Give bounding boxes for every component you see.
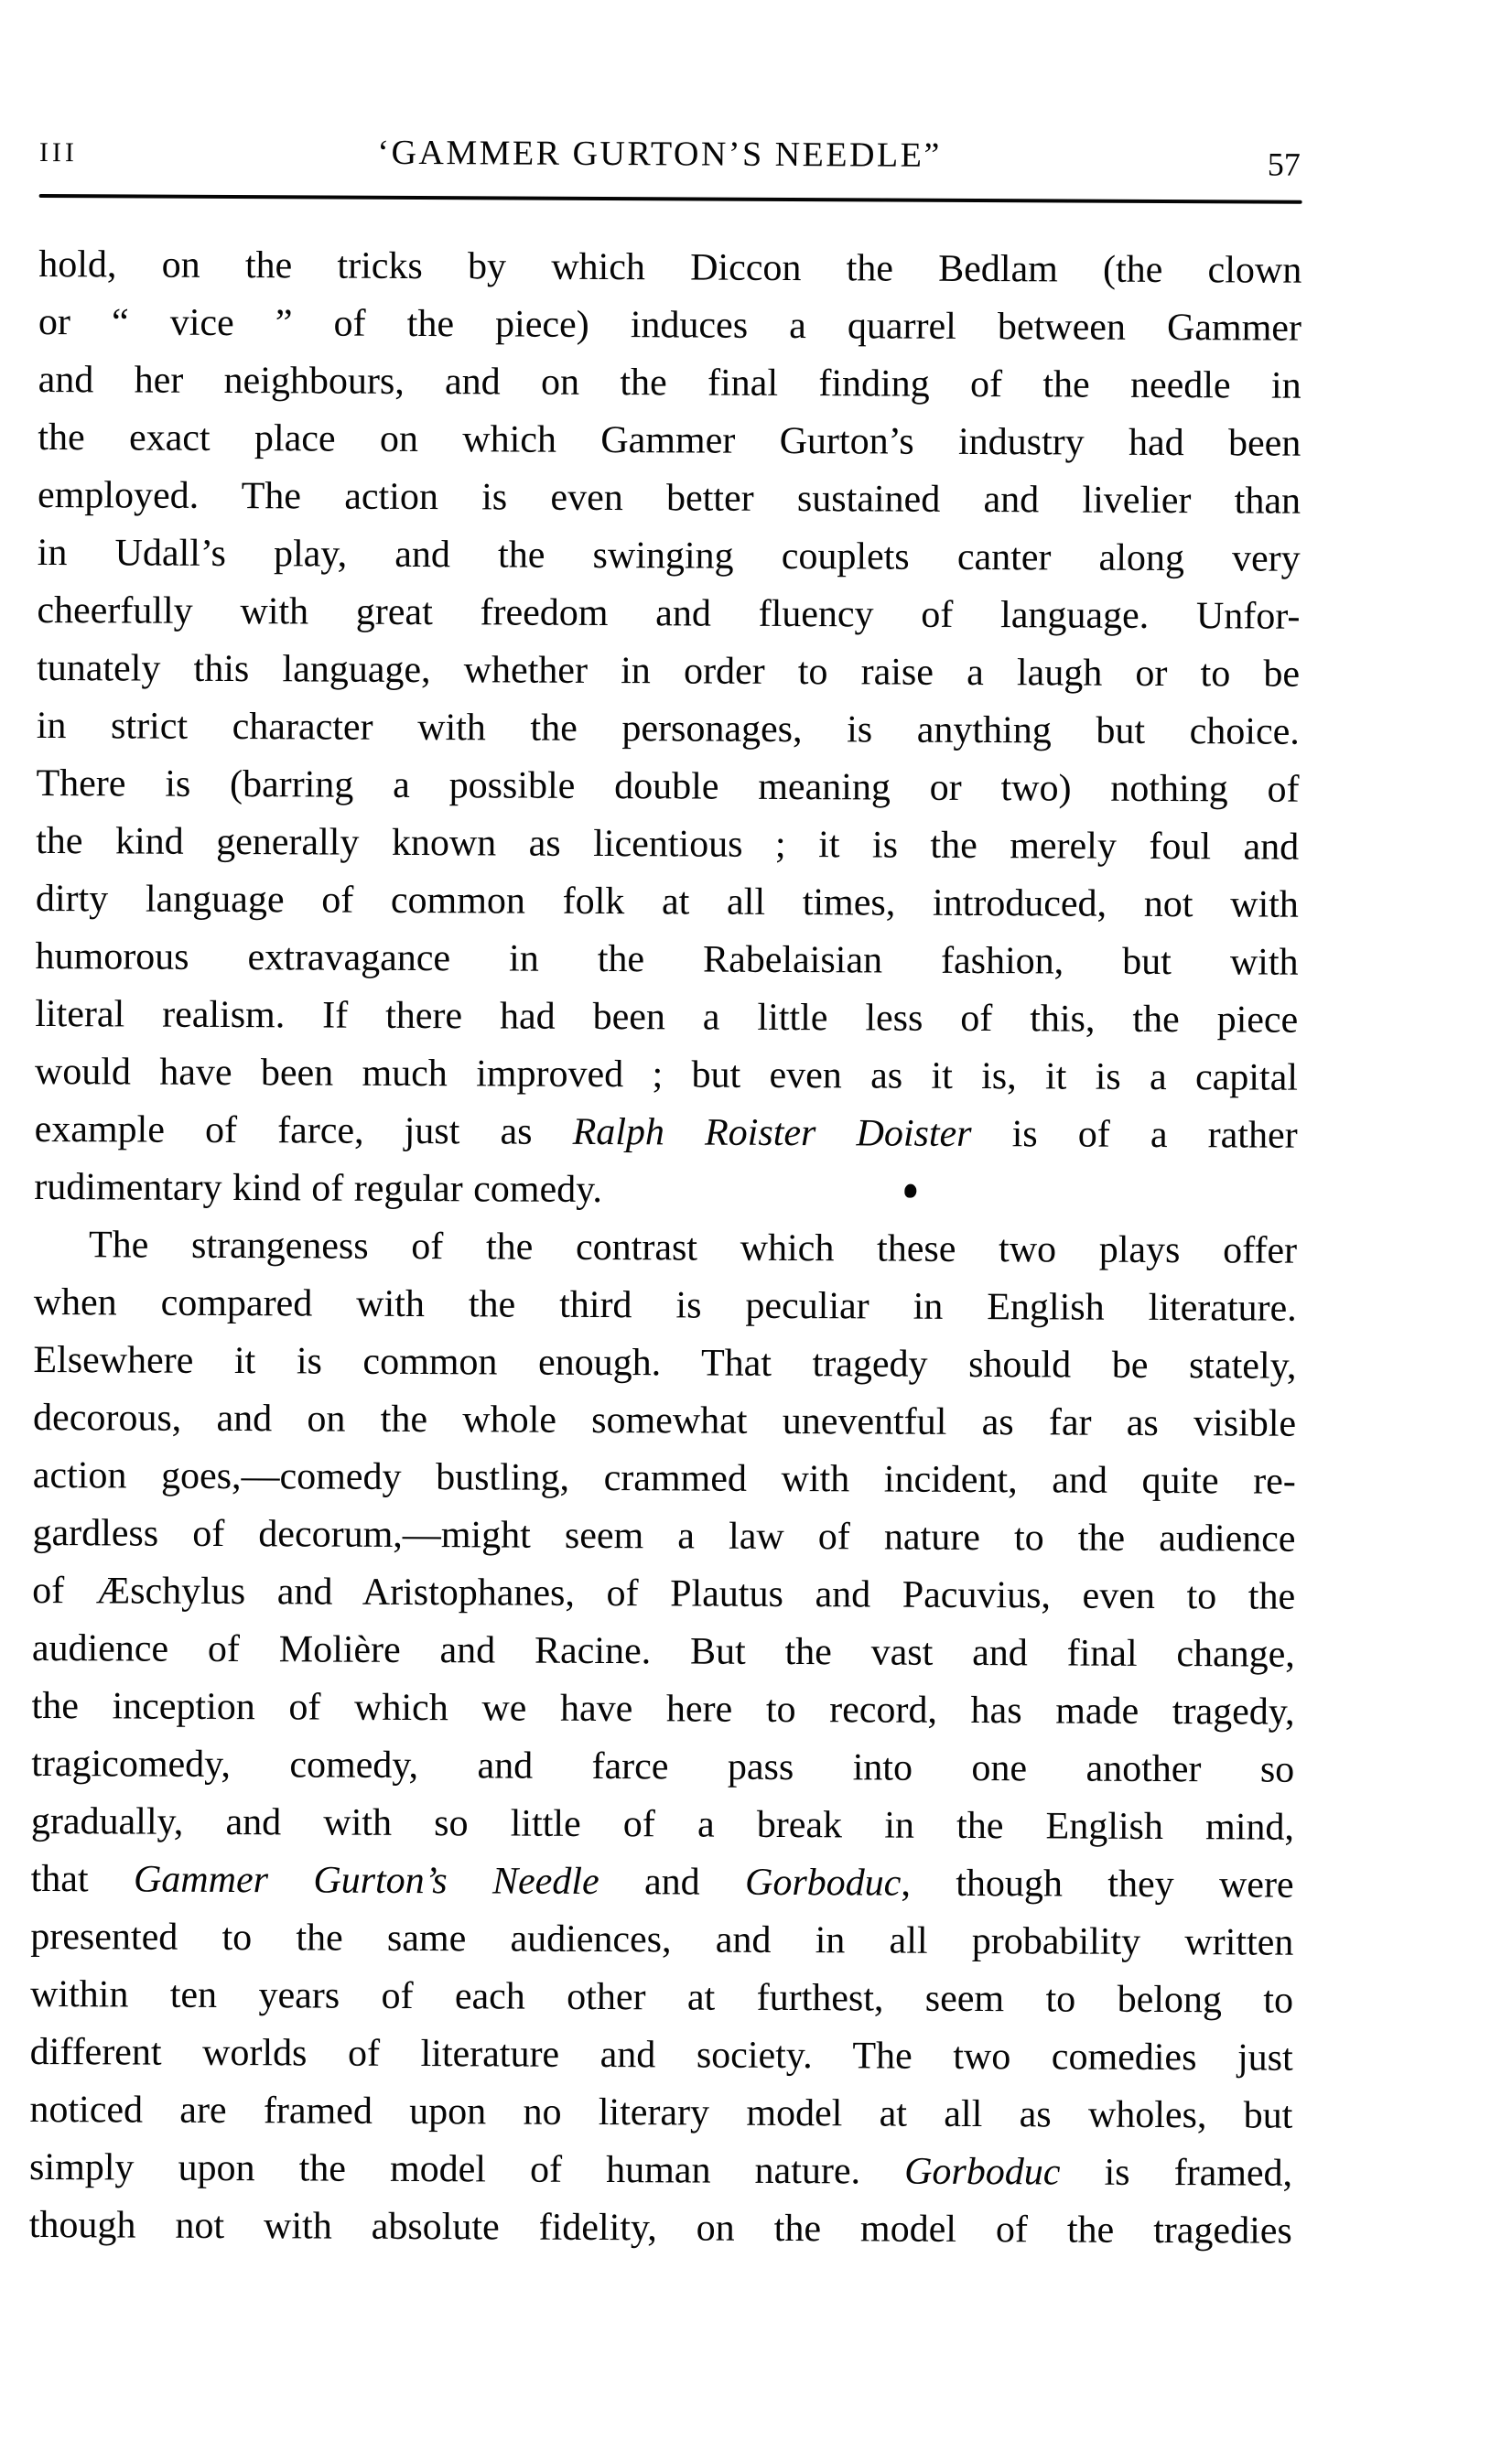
text-segment: , though they were	[901, 1862, 1294, 1907]
text-segment: decorous, and on the whole somewhat uneventful as far as visible	[33, 1396, 1297, 1445]
text-segment: the inception of which we have here to record, has made tragedy,	[31, 1684, 1295, 1734]
text-segment: literal realism. If there had been a little less of this, the piece	[35, 992, 1299, 1042]
text-line	[37, 582, 1300, 646]
header-rule	[39, 194, 1302, 204]
text-line	[38, 524, 1301, 589]
paragraph	[29, 1216, 1298, 2261]
text-segment: and her neighbours, and on the final finding of the needle in	[38, 358, 1301, 407]
text-line	[36, 870, 1299, 934]
text-segment: gradually, and with so little of a break in the English mind,	[30, 1799, 1295, 1849]
text-segment: Elsewhere it is common enough. That tragedy should be stately,	[33, 1338, 1297, 1388]
text-line	[35, 1043, 1298, 1107]
text-segment: gardless of decorum,—might seem a law of nature to the audience	[32, 1511, 1296, 1561]
text-line	[38, 351, 1301, 416]
chapter-number: III	[38, 136, 78, 168]
text-line	[33, 1389, 1296, 1453]
text-line	[31, 1678, 1294, 1742]
work-title-italic: Gammer Gurton’s Needle	[133, 1858, 599, 1904]
text-segment: presented to the same audiences, and in all probability written	[30, 1915, 1294, 1964]
text-line	[34, 1216, 1297, 1280]
text-segment: dirty language of common folk at all times, introduced, not with	[35, 877, 1299, 926]
text-line	[38, 236, 1301, 300]
text-segment: or “ vice ” of the piece) induces a quarrel between Gammer	[38, 300, 1302, 350]
text-segment: would have been much improved ; but even as it is, it is a capital	[34, 1050, 1299, 1099]
text-segment: of Æschylus and Aristophanes, of Plautus and Pacuvius, even to the	[32, 1569, 1296, 1618]
text-line	[37, 640, 1300, 704]
text-segment: the kind generally known as licentious ; it is the merely foul and	[36, 819, 1300, 869]
text-line	[36, 755, 1299, 819]
text-line	[32, 1620, 1295, 1684]
text-line	[32, 1505, 1295, 1569]
text-line	[37, 697, 1300, 762]
text-line	[29, 2081, 1292, 2145]
text-segment: is framed,	[1060, 2151, 1293, 2195]
text-line	[29, 2197, 1292, 2261]
text-segment: within ten years of each other at furthest, seem to belong to	[29, 1972, 1294, 2022]
work-title-italic: Gorboduc	[744, 1861, 902, 1905]
page-body	[29, 236, 1302, 2261]
text-line	[38, 409, 1301, 473]
text-segment: tragicomedy, comedy, and farce pass into one another so	[31, 1742, 1295, 1791]
text-segment: hold, on the tricks by which Diccon the Bedlam (the clown	[38, 243, 1302, 292]
text-line	[30, 1908, 1293, 1972]
text-line	[35, 928, 1298, 992]
text-segment: humorous extravagance in the Rabelaisian fashion, but with	[35, 934, 1299, 984]
text-segment: that	[30, 1857, 135, 1901]
text-line	[33, 1332, 1296, 1396]
text-line	[29, 2139, 1292, 2203]
text-segment: when compared with the third is peculiar in English literature.	[33, 1280, 1297, 1330]
text-segment: though not with absolute fidelity, on the model of the tragedies	[28, 2203, 1292, 2252]
text-line	[36, 813, 1299, 877]
text-line	[35, 986, 1298, 1050]
text-line	[31, 1851, 1294, 1915]
text-line	[33, 1447, 1296, 1511]
text-segment: employed. The action is even better sustained and livelier than	[37, 473, 1301, 523]
text-segment: tunately this language, whether in order to raise a laugh or to be	[37, 646, 1301, 696]
ink-dot-mark	[904, 1183, 916, 1197]
text-segment: cheerfully with great freedom and fluency of language. Unfor-	[37, 589, 1301, 638]
text-segment: in Udall’s play, and the swinging couplets canter along very	[37, 531, 1301, 580]
text-segment: in strict character with the personages, is anything but choice.	[36, 704, 1300, 753]
paragraph	[34, 236, 1301, 1223]
work-title-italic: Ralph Roister Doister	[572, 1110, 972, 1155]
scanned-content	[29, 130, 1302, 2261]
running-header	[38, 130, 1302, 183]
text-line	[30, 1966, 1293, 2030]
text-line	[34, 1159, 1297, 1223]
text-line	[35, 1101, 1298, 1165]
text-segment: The strangeness of the contrast which these two plays offer	[88, 1224, 1298, 1272]
text-segment: different worlds of literature and society. The two comedies just	[29, 2030, 1293, 2080]
text-segment: rudimentary kind of regular comedy.	[34, 1165, 603, 1212]
text-segment: noticed are framed upon no literary model at all as wholes, but	[29, 2088, 1293, 2137]
text-segment: action goes,—comedy bustling, crammed with incident, and quite re-	[32, 1453, 1296, 1503]
text-line	[38, 294, 1301, 358]
text-segment: simply upon the model of human nature.	[29, 2145, 905, 2193]
running-title: ‘GAMMER GURTON’S NEEDLE”	[377, 133, 942, 175]
text-segment: and	[599, 1861, 746, 1904]
text-line	[31, 1735, 1294, 1799]
text-segment: example of farce, just as	[34, 1107, 573, 1153]
text-segment: audience of Molière and Racine. But the vast and final change,	[31, 1626, 1295, 1676]
text-segment: the exact place on which Gammer Gurton’s industry had been	[38, 416, 1301, 465]
text-line	[30, 2024, 1293, 2088]
text-segment: is of a rather	[971, 1112, 1298, 1157]
text-segment: There is (barring a possible double meaning or two) nothing of	[36, 762, 1300, 811]
text-line	[34, 1274, 1297, 1338]
text-line	[31, 1793, 1294, 1857]
page-number: 57	[1267, 146, 1301, 183]
text-line	[32, 1562, 1295, 1626]
work-title-italic: Gorboduc	[904, 2150, 1061, 2194]
text-line	[38, 467, 1301, 531]
